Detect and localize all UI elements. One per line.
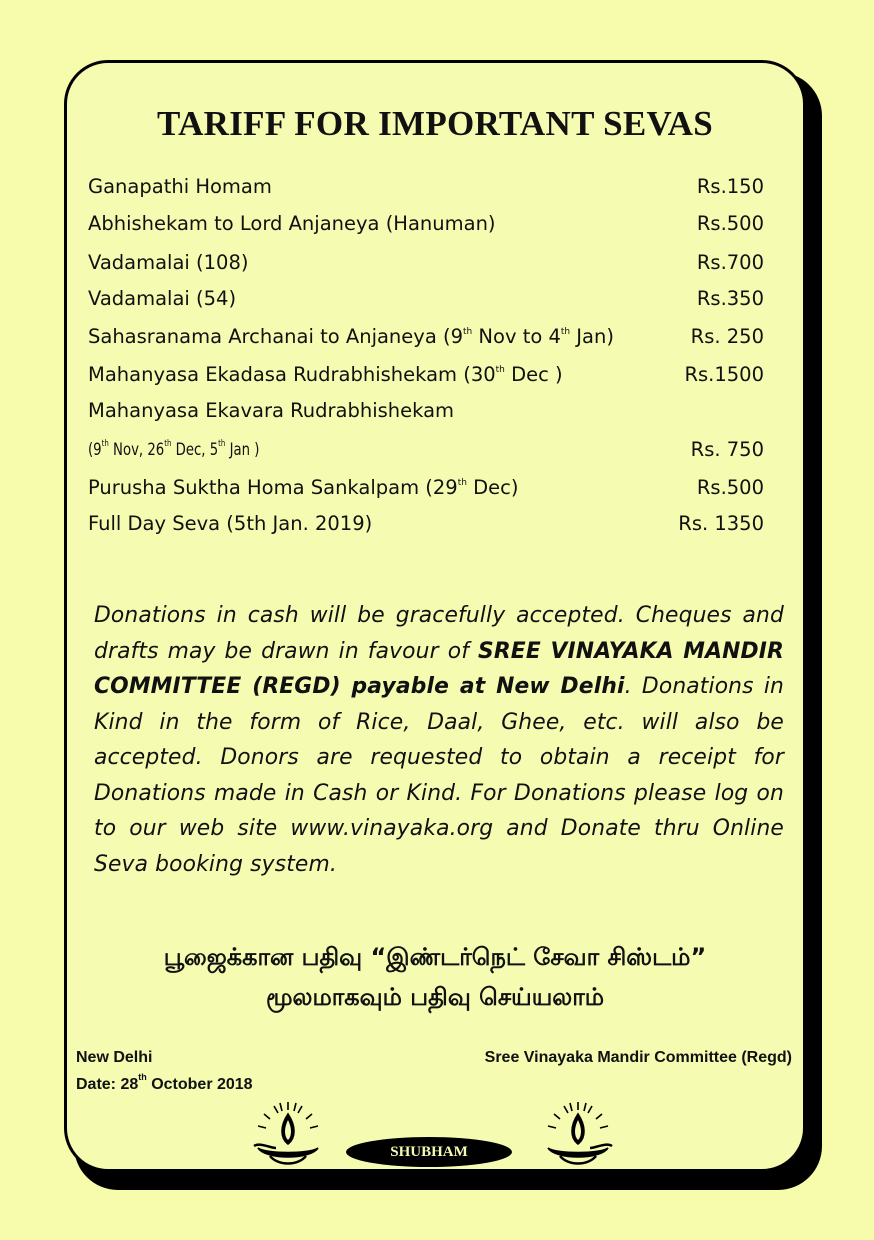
oil-lamp-icon bbox=[250, 1098, 326, 1170]
seva-name: Sahasranama Archanai to Anjaneya (9th Nov to 4th Jan) bbox=[88, 325, 614, 348]
seva-price: Rs.700 bbox=[696, 251, 764, 274]
seva-price: Rs.500 bbox=[696, 212, 764, 235]
seva-price: Rs.150 bbox=[696, 175, 764, 198]
seva-dates: (9th Nov, 26th Dec, 5th Jan ) bbox=[88, 439, 260, 460]
oil-lamp-icon bbox=[540, 1098, 616, 1170]
tariff-row bbox=[88, 173, 764, 201]
footer-date: Date: 28th October 2018 bbox=[76, 1072, 253, 1093]
seva-name: Vadamalai (54) bbox=[88, 287, 237, 310]
tariff-row bbox=[88, 474, 764, 502]
tariff-row bbox=[88, 397, 764, 425]
donation-paragraph: Donations in cash will be gracefully accepted. Cheques and drafts may be drawn in favour of SREE VINAYAKA MANDIR COMMITTEE (REGD) payable at New Delhi. Donations in Kind in the form of Rice, Daal, Ghee, etc. will also be accepted. Donors are requested to obtain a receipt for Donations made in Cash or Kind. For Donations please log on to our web site www.vinayaka.org and Donate thru Online Seva booking system. bbox=[94, 603, 784, 877]
seva-price: Rs.350 bbox=[696, 287, 764, 310]
seva-price: Rs. 1350 bbox=[678, 512, 764, 535]
seva-name: Purusha Suktha Homa Sankalpam (29th Dec) bbox=[88, 476, 519, 499]
tamil-line-2: மூலமாகவும் பதிவு செய்யலாம் bbox=[265, 983, 605, 1011]
seva-price: Rs.500 bbox=[696, 476, 764, 499]
seva-name: Vadamalai (108) bbox=[88, 251, 249, 274]
seva-name: Mahanyasa Ekadasa Rudrabhishekam (30th Dec ) bbox=[88, 363, 563, 386]
seva-price: Rs. 750 bbox=[690, 438, 764, 461]
seva-name: Full Day Seva (5th Jan. 2019) bbox=[88, 512, 373, 535]
tamil-line-1: பூஜைக்கான பதிவு “இண்டர்நெட் சேவா சிஸ்டம்” bbox=[163, 943, 707, 971]
tariff-row bbox=[88, 510, 764, 538]
footer-place: New Delhi bbox=[76, 1049, 153, 1066]
tariff-row bbox=[88, 285, 764, 313]
seva-price: Rs. 250 bbox=[690, 325, 764, 348]
footer-org: Sree Vinayaka Mandir Committee (Regd) bbox=[484, 1049, 792, 1066]
tariff-row bbox=[88, 361, 764, 389]
seva-name: Mahanyasa Ekavara Rudrabhishekam bbox=[88, 399, 455, 422]
tariff-row bbox=[88, 323, 764, 351]
seva-price: Rs.1500 bbox=[684, 363, 764, 386]
tariff-row bbox=[88, 436, 764, 464]
tariff-row bbox=[88, 210, 764, 238]
tariff-row bbox=[88, 249, 764, 277]
seva-name: Abhishekam to Lord Anjaneya (Hanuman) bbox=[88, 212, 496, 235]
page-title: TARIFF FOR IMPORTANT SEVAS bbox=[157, 104, 713, 143]
committee-name: SREE VINAYAKA MANDIR COMMITTEE (REGD) payable at New Delhi bbox=[94, 638, 784, 699]
shubham-badge: SHUBHAM bbox=[346, 1137, 512, 1167]
seva-name: Ganapathi Homam bbox=[88, 175, 272, 198]
